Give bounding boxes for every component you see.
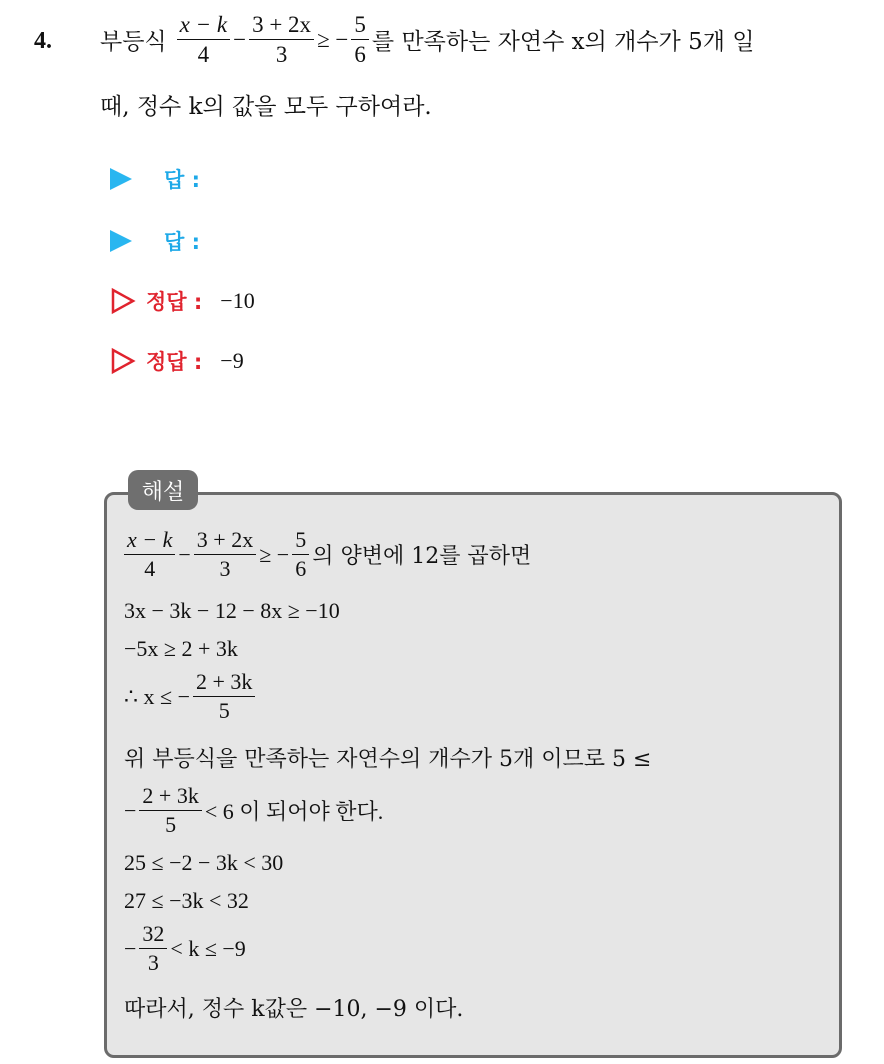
outline-arrow-icon: [110, 287, 136, 315]
solution-text: 의 양변에 12를 곱하면: [312, 544, 532, 570]
solution-tag: 해설: [128, 470, 198, 510]
question-prefix: 부등식: [100, 29, 167, 56]
fraction-denominator: 5: [218, 698, 230, 724]
fraction-numerator: 2 + 3k: [139, 784, 201, 811]
question-line-1: [100, 12, 754, 68]
solution-line-7: 25 ≤ −2 − 3k < 30: [124, 850, 284, 875]
solution-line-5: 위 부등식을 만족하는 자연수의 개수가 5개 이므로 5 ≤: [124, 747, 652, 772]
correct-answer-label: 정답 :: [146, 290, 203, 314]
fraction-x-minus-k-over-4: [124, 528, 175, 581]
minus-sign: −: [233, 26, 247, 52]
answer-row-1[interactable]: [110, 164, 200, 194]
correct-answer-row-1: [110, 286, 255, 316]
question-number: 4.: [34, 28, 52, 54]
correct-answer-label: 정답 :: [146, 350, 203, 374]
correct-answer-value: −9: [220, 348, 244, 373]
fraction-5-over-6: [351, 12, 369, 68]
fraction-denominator: 4: [197, 42, 210, 68]
minus-sign: −: [124, 935, 137, 961]
play-arrow-icon: [110, 168, 132, 190]
fraction-x-minus-k-over-4: [177, 12, 230, 68]
fraction-denominator: 3: [147, 950, 159, 976]
solution-line-1: [124, 528, 531, 581]
solution-line-8: 27 ≤ −3k < 32: [124, 888, 249, 913]
answer-row-2[interactable]: [110, 226, 200, 256]
answer-label: 답 :: [164, 230, 200, 254]
solution-line-2: 3x − 3k − 12 − 8x ≥ −10: [124, 598, 340, 623]
solution-line-4: [124, 670, 258, 723]
solution-line-10: 따라서, 정수 k값은 −10, −9 이다.: [124, 997, 464, 1022]
question-line-2: 때, 정수 k의 값을 모두 구하여라.: [100, 94, 432, 120]
geq-sign: ≥ −: [259, 541, 290, 567]
correct-answer-row-2: [110, 346, 244, 376]
minus-sign: −: [178, 541, 191, 567]
fraction-3-plus-2x-over-3: [194, 528, 256, 581]
fraction-2-plus-3k-over-5: [193, 670, 255, 723]
fraction-denominator: 5: [165, 812, 177, 838]
fraction-numerator: 32: [139, 922, 167, 949]
fraction-denominator: 4: [144, 556, 156, 582]
fraction-3-plus-2x-over-3: [249, 12, 314, 68]
fraction-numerator: 2 + 3k: [193, 670, 255, 697]
fraction-32-over-3: [139, 922, 167, 975]
outline-arrow-icon: [110, 347, 136, 375]
fraction-2-plus-3k-over-5: [139, 784, 201, 837]
fraction-denominator: 6: [354, 42, 366, 68]
question-suffix: 를 만족하는 자연수 x의 개수가 5개 일: [371, 29, 755, 56]
solution-text: < 6 이 되어야 한다.: [204, 799, 384, 825]
fraction-5-over-6: [292, 528, 309, 581]
fraction-numerator: 5: [351, 12, 369, 40]
solution-line-3: −5x ≥ 2 + 3k: [124, 636, 238, 661]
fraction-numerator: 3 + 2x: [194, 528, 256, 555]
solution-line-9: [124, 922, 246, 975]
fraction-numerator: x − k: [124, 528, 175, 555]
solution-text: < k ≤ −9: [170, 935, 246, 961]
geq-sign: ≥ −: [317, 26, 349, 52]
fraction-denominator: 3: [219, 556, 231, 582]
minus-sign: −: [124, 797, 137, 823]
answer-label: 답 :: [164, 168, 200, 192]
fraction-numerator: x − k: [177, 12, 230, 40]
therefore-prefix: ∴ x ≤ −: [124, 683, 190, 709]
solution-line-6: [124, 784, 383, 837]
correct-answer-value: −10: [220, 288, 255, 313]
fraction-denominator: 3: [275, 42, 288, 68]
fraction-numerator: 5: [292, 528, 309, 555]
fraction-numerator: 3 + 2x: [249, 12, 314, 40]
fraction-denominator: 6: [295, 556, 307, 582]
play-arrow-icon: [110, 230, 132, 252]
